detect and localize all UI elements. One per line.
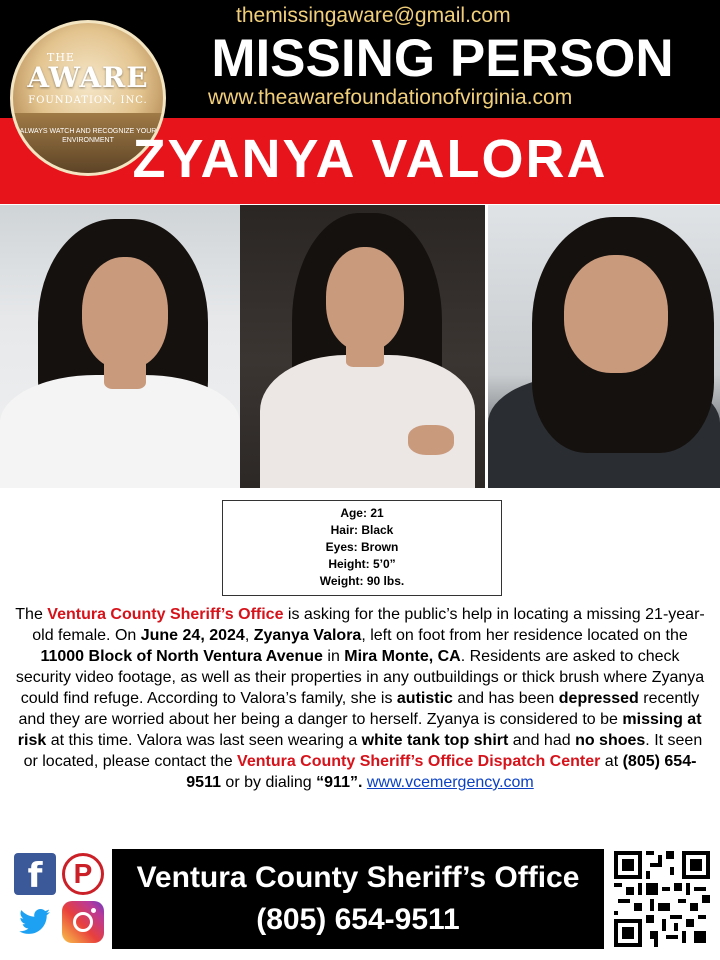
emergency-number: “911”. [316, 774, 363, 791]
logo-aware: AWARE [27, 61, 149, 94]
eye-color: Eyes: Brown [325, 540, 399, 554]
social-icons [14, 849, 106, 949]
depressed: depressed [558, 690, 639, 707]
vcemergency-link[interactable]: www.vcemergency.com [366, 774, 534, 791]
height: Height: 5’0” [328, 557, 396, 571]
qr-code-icon[interactable] [612, 849, 712, 949]
dispatch-phone: (805) 654-9511 [186, 753, 697, 791]
pinterest-icon[interactable]: P [62, 853, 104, 895]
age: Age: 21 [340, 506, 384, 520]
foundation-website: www.theawarefoundationofvirginia.com [208, 86, 573, 109]
logo-foundation: FOUNDATION, INC. [28, 95, 148, 106]
shoes: no shoes [575, 732, 646, 749]
instagram-icon[interactable] [62, 901, 104, 943]
logo-the: THE [47, 51, 75, 64]
footer-org: Ventura County Sheriff’s Office [136, 861, 580, 894]
clothing: white tank top shirt [361, 732, 509, 749]
address: 11000 Block of North Ventura Avenue [40, 648, 323, 665]
dispatch-center: Ventura County Sheriff’s Office Dispatch Center [237, 753, 601, 770]
twitter-icon[interactable] [14, 901, 56, 943]
city: Mira Monte, CA [344, 648, 461, 665]
facebook-icon[interactable]: f [14, 853, 56, 895]
missing-name: Zyanya Valora [253, 627, 362, 644]
risk-status: missing at risk [17, 711, 702, 749]
photo-2 [240, 205, 485, 488]
footer-phone[interactable]: (805) 654-9511 [256, 903, 460, 936]
contact-email: themissingaware@gmail.com [236, 4, 511, 27]
weight: Weight: 90 lbs. [319, 574, 405, 588]
agency-name: Ventura County Sheriff’s Office [47, 606, 284, 623]
photo-1 [0, 205, 240, 488]
poster-title: MISSING PERSON [211, 29, 674, 88]
footer-bar [112, 849, 604, 949]
logo-tagline: ALWAYS WATCH AND RECOGNIZE YOUR ENVIRONMENT [19, 128, 157, 144]
autistic: autistic [396, 690, 453, 707]
case-description: The Ventura County Sheriff’s Office is asking for the public’s help in locating a missing 21-year-old female. On June 24, 2024, Zyanya Valora, left on foot from her residence located on the 11000 Block of North Ventura Avenue in Mira Monte, CA. Residents are asked to check security video footage, as well as their properties in any outbuildings or thick brush where Zyanya could find refuge. According to Valora’s family, she is autistic and has been depressed recently and they are worried about her being a danger to herself. Zyanya is considered to be missing at risk at this time. Valora was last seen wearing a white tank top shirt and had no shoes. It seen or located, please contact the Ventura County Sheriff’s Office Dispatch Center at (805) 654-9511 or by dialing “911”. www.vcemergency.com [15, 606, 705, 791]
missing-date: June 24, 2024 [140, 627, 245, 644]
hair-color: Hair: Black [330, 523, 394, 537]
physical-description [222, 500, 502, 596]
photo-3 [488, 205, 720, 488]
person-name: ZYANYA VALORA [132, 129, 608, 189]
